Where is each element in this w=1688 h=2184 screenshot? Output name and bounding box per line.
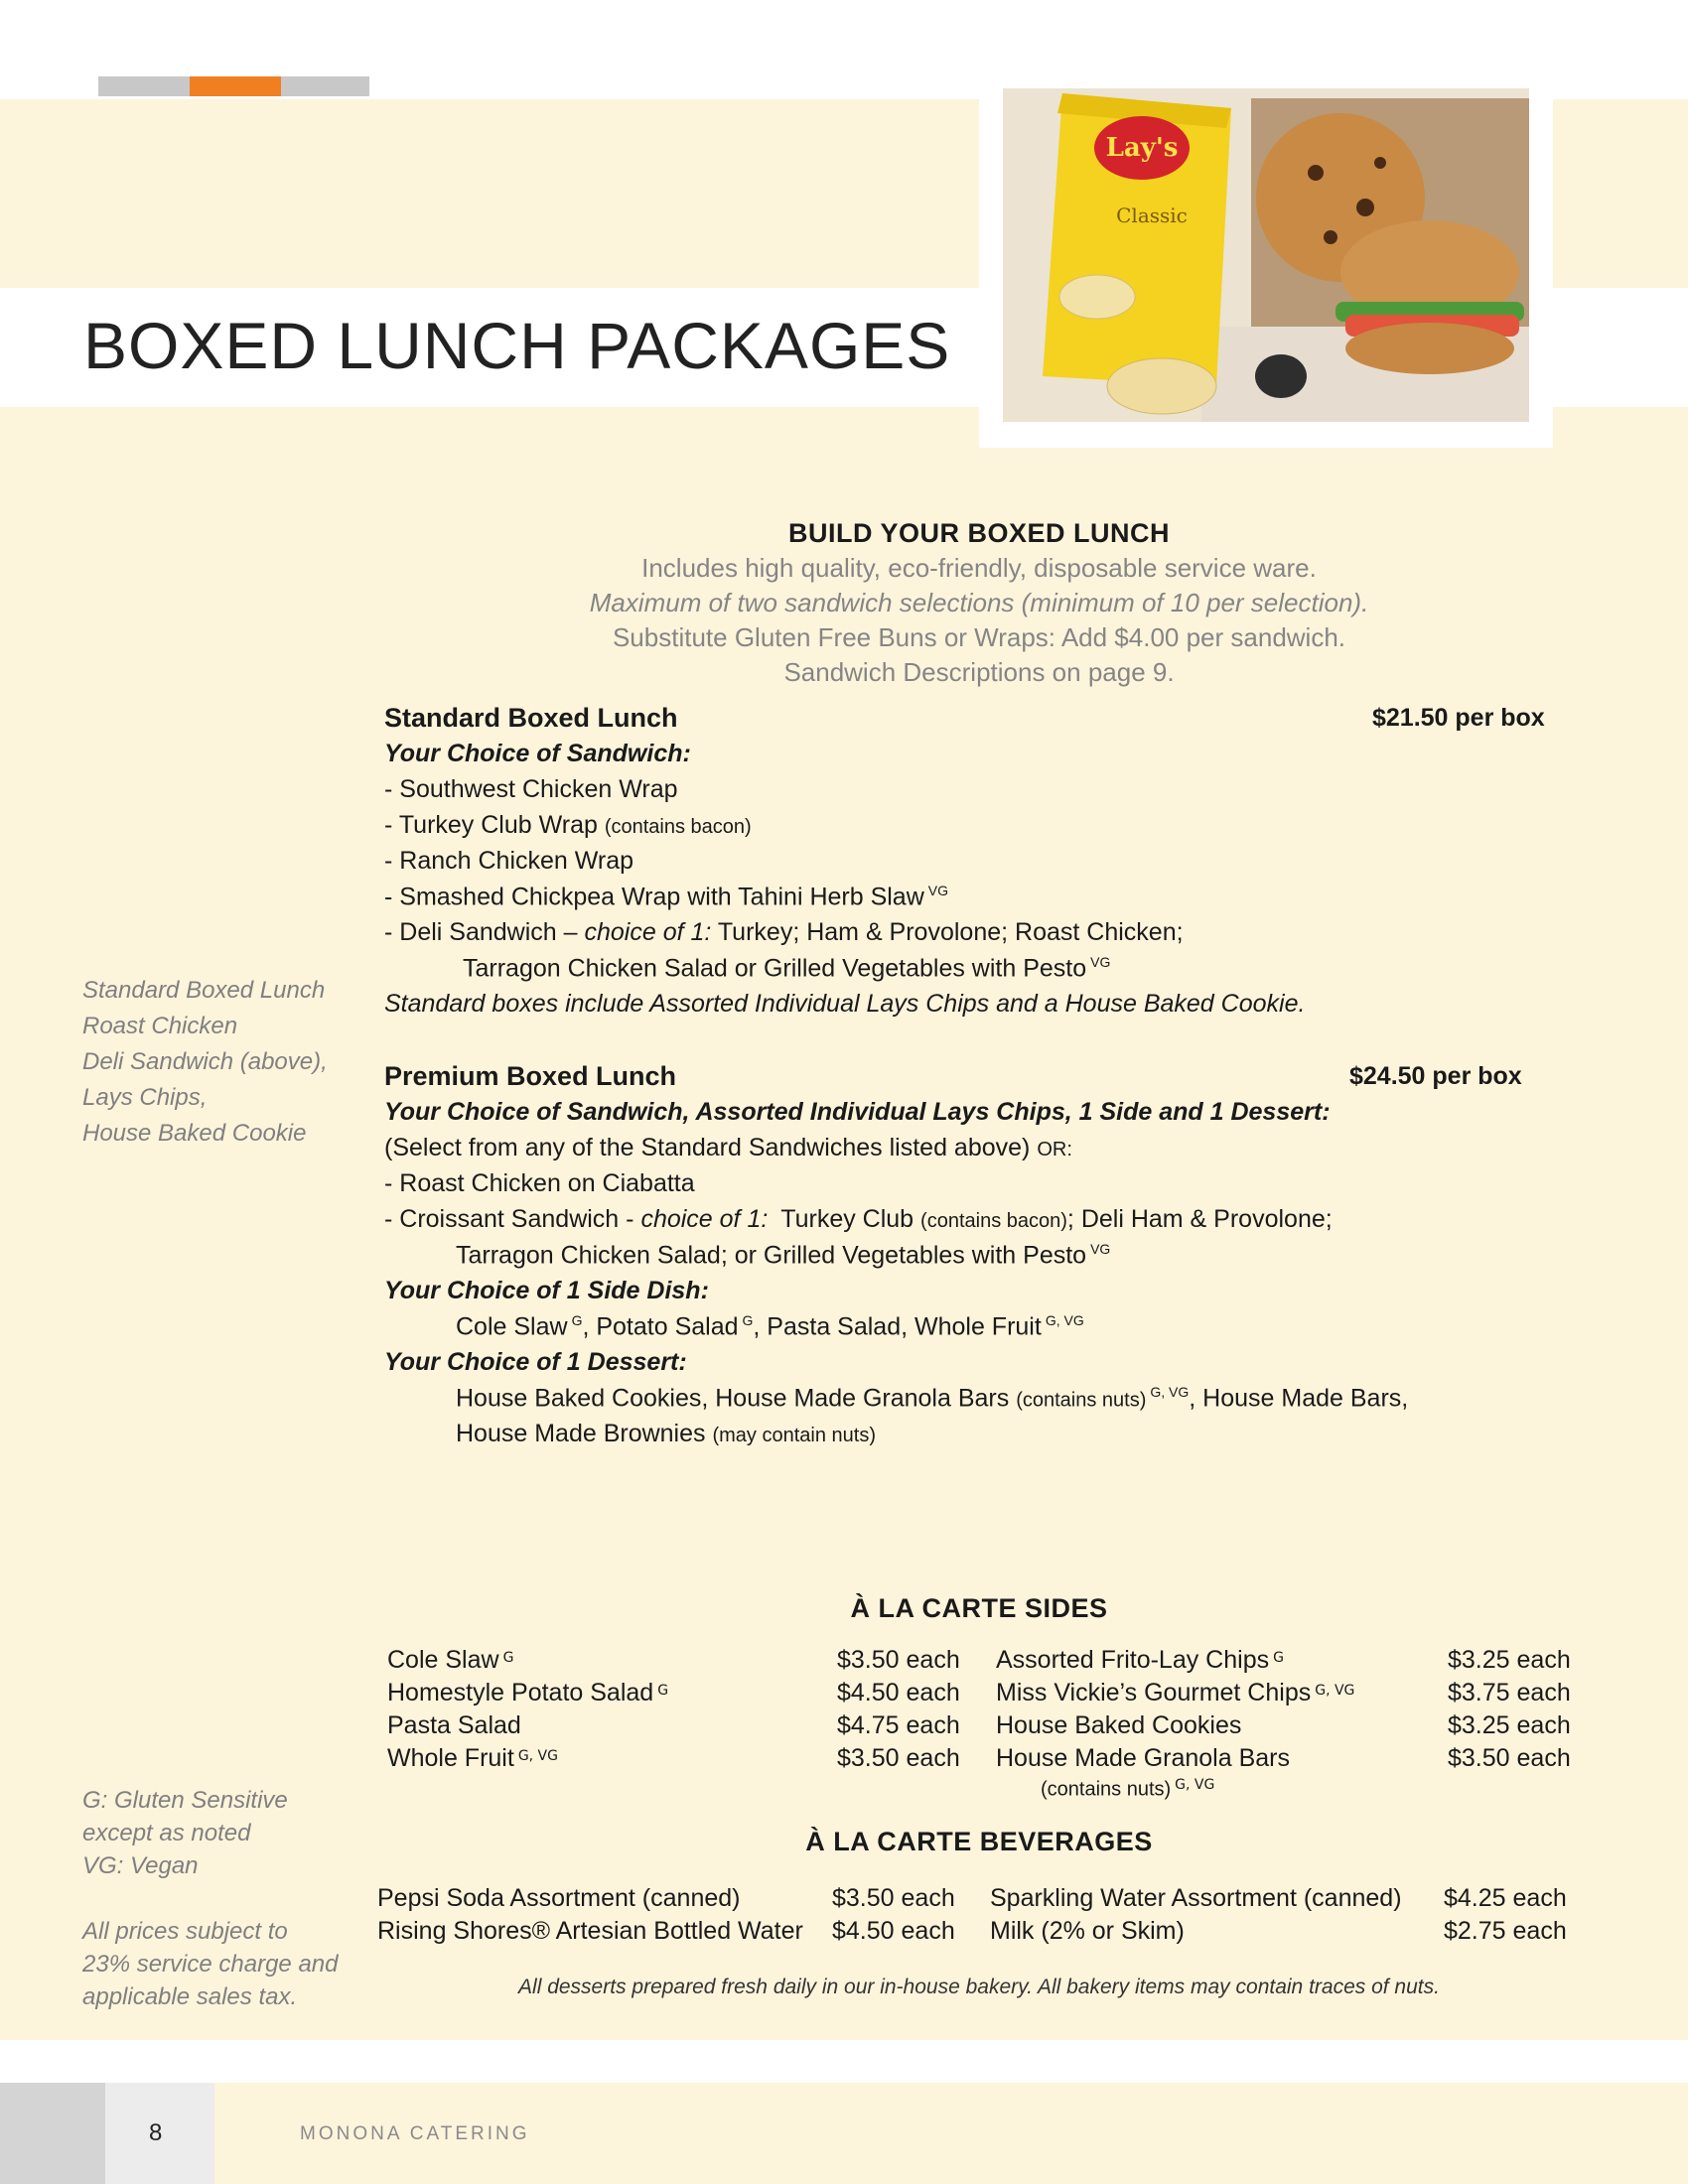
beverage-price: $4.25 each [1444, 1884, 1567, 1912]
footer-band [0, 2083, 1688, 2184]
diet-marker: G, VG [517, 1747, 558, 1764]
side-price: $3.50 each [837, 1744, 960, 1772]
legend-spacer [82, 1882, 338, 1915]
side-name: Assorted Frito-Lay Chips [996, 1646, 1270, 1674]
dessert-options [456, 1384, 1408, 1413]
side-name: Pasta Salad [387, 1711, 521, 1739]
premium-item-continued [456, 1241, 1110, 1270]
standard-item-text: - Smashed Chickpea Wrap with Tahini Herb Slaw [384, 883, 924, 911]
vegan-marker: VG [927, 883, 948, 898]
standard-lunch-name: Standard Boxed Lunch [384, 703, 678, 733]
caption-line: Lays Chips, [82, 1084, 208, 1111]
build-heading: BUILD YOUR BOXED LUNCH [787, 518, 1171, 548]
boxed-lunch-illustration [1003, 88, 1529, 422]
diet-marker: G, VG [1315, 1682, 1355, 1699]
premium-line [384, 1134, 1072, 1162]
caption-line: Roast Chicken [82, 1013, 238, 1039]
pricing-note-line: All prices subject to [82, 1918, 288, 1945]
vegan-marker: VG [1090, 954, 1111, 970]
diet-marker: G [502, 1649, 514, 1666]
side-name: Miss Vickie’s Gourmet Chips [996, 1679, 1312, 1706]
standard-item: - Ranch Chicken Wrap [384, 847, 634, 875]
side-row [996, 1646, 1592, 1679]
caption-line: Standard Boxed Lunch [82, 977, 326, 1004]
accent-bar-gray [281, 76, 369, 96]
pricing-note-line: 23% service charge and [82, 1951, 339, 1978]
beverage-row [990, 1884, 1586, 1917]
side-name: House Made Granola Bars [996, 1744, 1290, 1772]
build-line-2: Maximum of two sandwich selections (minimum of 10 per selection). [589, 588, 1369, 617]
premium-item: - Roast Chicken on Ciabatta [384, 1169, 695, 1197]
gluten-marker: G [742, 1312, 754, 1328]
deli-choice-label: choice of 1: [584, 918, 712, 946]
beverage-name: Milk (2% or Skim) [990, 1917, 1185, 1945]
may-contain-nuts-note: (may contain nuts) [712, 1425, 876, 1446]
dessert-option: House Baked Cookies, House Made Granola Bars [456, 1384, 1010, 1413]
beverage-row [990, 1917, 1586, 1950]
dessert-option: House Made Brownies [456, 1420, 706, 1447]
side-row [996, 1679, 1592, 1711]
croissant-choices-continued: Tarragon Chicken Salad; or Grilled Vegetables with Pesto [456, 1241, 1087, 1270]
side-row [387, 1679, 963, 1711]
beverage-row [377, 1917, 963, 1950]
sides-right-list [996, 1646, 1592, 1807]
standard-item [384, 811, 752, 840]
croissant-choice-a: Turkey Club [780, 1205, 914, 1233]
standard-item [384, 883, 948, 911]
caption-line: House Baked Cookie [82, 1120, 307, 1147]
contains-bacon-note: (contains bacon) [604, 816, 752, 838]
contains-nuts-note: (contains nuts) [1016, 1389, 1147, 1412]
premium-lunch-price: $24.50 per box [1349, 1062, 1522, 1090]
build-line-1: Includes high quality, eco-friendly, disposable service ware. [641, 553, 1317, 583]
chip-bag-flavor-text: Classic [1116, 204, 1188, 227]
side-price: $4.75 each [837, 1711, 960, 1739]
croissant-prefix: - Croissant Sandwich - [384, 1205, 634, 1233]
diet-marker: G, VG [1045, 1312, 1084, 1328]
build-line-4: Sandwich Descriptions on page 9. [783, 657, 1175, 687]
side-row [387, 1711, 963, 1744]
beverages-left-list [377, 1884, 963, 1950]
beverages-heading: À LA CARTE BEVERAGES [805, 1827, 1153, 1856]
contains-nuts-note: (contains nuts) [1041, 1778, 1172, 1801]
dietary-legend [82, 1784, 338, 2013]
deli-sandwich-prefix: - Deli Sandwich – [384, 918, 578, 946]
bakery-note: All desserts prepared fresh daily in our in-house bakery. All bakery items may contain traces of nuts. [518, 1976, 1440, 1998]
premium-item [384, 1205, 1333, 1234]
premium-select-text: (Select from any of the Standard Sandwiches listed above) [384, 1134, 1031, 1161]
side-row [387, 1646, 963, 1679]
beverage-price: $2.75 each [1444, 1917, 1567, 1945]
side-price: $4.50 each [837, 1679, 960, 1706]
side-option: Cole Slaw [456, 1312, 568, 1341]
standard-item: - Southwest Chicken Wrap [384, 775, 678, 803]
vegan-marker: VG [1090, 1241, 1111, 1257]
footer-brand: MONONA CATERING [300, 2123, 530, 2144]
croissant-choice-label: choice of 1: [640, 1205, 769, 1233]
legend-line: G: Gluten Sensitive [82, 1787, 288, 1814]
dessert-label: Your Choice of 1 Dessert: [384, 1348, 687, 1376]
deli-choices-continued: Tarragon Chicken Salad or Grilled Vegetables with Pesto [463, 954, 1087, 983]
beverage-price: $3.50 each [832, 1884, 955, 1912]
chip-bag-brand-text: Lay's [1105, 133, 1179, 163]
side-name: Cole Slaw [387, 1646, 499, 1674]
side-row [996, 1711, 1592, 1744]
legend-line: VG: Vegan [82, 1852, 199, 1879]
diet-marker: G, VG [1150, 1384, 1190, 1400]
beverage-price: $4.50 each [832, 1917, 955, 1945]
side-name: House Baked Cookies [996, 1711, 1242, 1739]
build-line-3: Substitute Gluten Free Buns or Wraps: Add $4.00 per sandwich. [612, 622, 1346, 652]
side-dish-label: Your Choice of 1 Side Dish: [384, 1277, 709, 1304]
contains-bacon-note: (contains bacon) [920, 1210, 1067, 1232]
side-price: $3.75 each [1448, 1679, 1571, 1706]
side-option: , Potato Salad [582, 1312, 739, 1341]
standard-choice-label: Your Choice of Sandwich: [384, 740, 691, 767]
diet-marker: G [1273, 1649, 1284, 1666]
sides-heading: À LA CARTE SIDES [850, 1593, 1108, 1623]
beverages-right-list [990, 1884, 1586, 1950]
or-label: OR: [1037, 1139, 1072, 1160]
side-option: , Pasta Salad, Whole Fruit [753, 1312, 1042, 1341]
croissant-choice-b: ; Deli Ham & Provolone; [1066, 1205, 1333, 1233]
side-price: $3.50 each [1448, 1744, 1571, 1772]
standard-footer-note: Standard boxes include Assorted Individual Lays Chips and a House Baked Cookie. [384, 990, 1306, 1018]
beverage-name: Pepsi Soda Assortment (canned) [377, 1884, 741, 1912]
premium-choice-label: Your Choice of Sandwich, Assorted Individual Lays Chips, 1 Side and 1 Dessert: [384, 1098, 1331, 1126]
sides-left-list [387, 1646, 963, 1777]
caption-line: Deli Sandwich (above), [82, 1048, 328, 1075]
side-dish-options [456, 1312, 1084, 1341]
beverage-name: Sparkling Water Assortment (canned) [990, 1884, 1402, 1912]
side-row [387, 1744, 963, 1777]
side-name: Whole Fruit [387, 1744, 514, 1772]
diet-marker: G [657, 1682, 669, 1699]
granola-note-row [996, 1777, 1592, 1807]
accent-bar-gray [98, 76, 190, 96]
premium-lunch-name: Premium Boxed Lunch [384, 1061, 677, 1091]
standard-item [384, 918, 1184, 947]
dessert-options-continued [456, 1420, 876, 1448]
page-title: BOXED LUNCH PACKAGES [83, 309, 951, 382]
dessert-option: , House Made Bars, [1189, 1384, 1409, 1413]
build-section [383, 518, 1575, 688]
side-price: $3.25 each [1448, 1646, 1571, 1674]
side-price: $3.25 each [1448, 1711, 1571, 1739]
accent-bar-orange [190, 76, 281, 96]
side-price: $3.50 each [837, 1646, 960, 1674]
standard-lunch-price: $21.50 per box [1372, 704, 1545, 732]
page-number: 8 [149, 2119, 163, 2146]
standard-item-continued [463, 954, 1110, 983]
boxed-lunch-photo [1003, 88, 1529, 422]
beverage-row [377, 1884, 963, 1917]
legend-line: except as noted [82, 1820, 251, 1846]
diet-marker: G, VG [1175, 1777, 1215, 1793]
pricing-note-line: applicable sales tax. [82, 1983, 298, 2010]
gluten-marker: G [571, 1312, 583, 1328]
standard-photo-caption [82, 973, 328, 1152]
beverage-name: Rising Shores® Artesian Bottled Water [377, 1917, 803, 1945]
standard-item-text: - Turkey Club Wrap [384, 811, 598, 839]
deli-choices: Turkey; Ham & Provolone; Roast Chicken; [717, 918, 1184, 946]
side-name: Homestyle Potato Salad [387, 1679, 654, 1706]
side-row [996, 1744, 1592, 1777]
footer-block-dark [0, 2083, 105, 2184]
